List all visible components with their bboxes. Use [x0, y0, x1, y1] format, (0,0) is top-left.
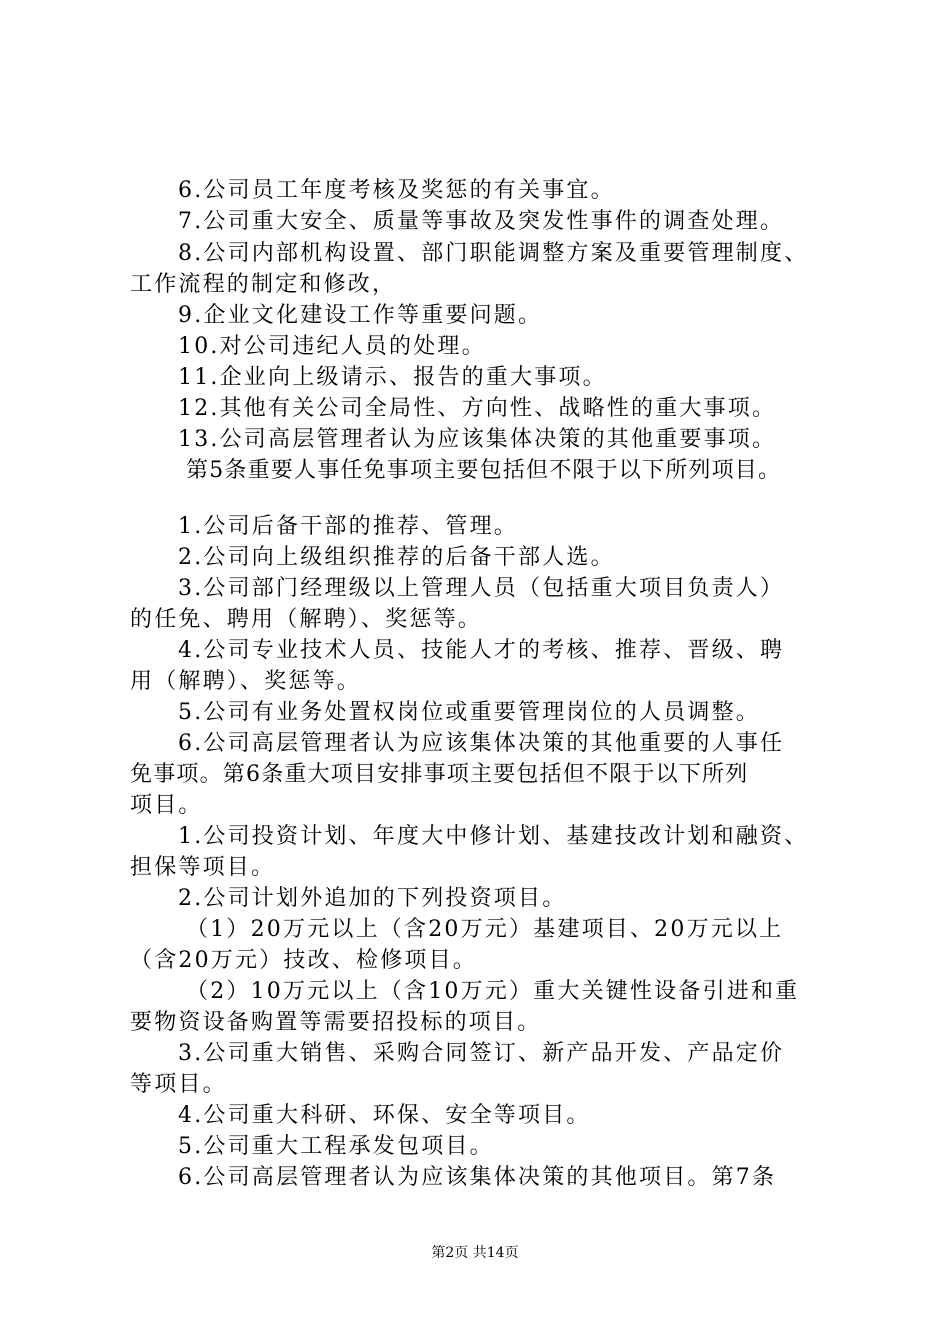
- text-line: 项目。: [130, 793, 203, 818]
- text-line: 工作流程的制定和修改，: [130, 272, 397, 297]
- text-line: （2）10万元以上（含10万元）重大关键性设备引进和重: [186, 979, 800, 1004]
- text-line: 5.公司重大工程承发包项目。: [178, 1134, 494, 1159]
- text-line: 9.企业文化建设工作等重要问题。: [178, 303, 543, 328]
- text-line: 担保等项目。: [130, 855, 276, 880]
- text-line: 1.公司后备干部的推荐、管理。: [178, 514, 518, 539]
- text-line: 3.公司部门经理级以上管理人员（包括重大项目负责人）: [178, 576, 785, 601]
- text-line: 4.公司专业技术人员、技能人才的考核、推荐、晋级、聘: [178, 638, 785, 663]
- text-line: 2.公司向上级组织推荐的后备干部人选。: [178, 545, 615, 570]
- text-line: 13.公司高层管理者认为应该集体决策的其他重要事项。: [178, 427, 777, 452]
- text-line: 4.公司重大科研、环保、安全等项目。: [178, 1103, 591, 1128]
- text-line: 6.公司高层管理者认为应该集体决策的其他重要的人事任: [178, 731, 785, 756]
- text-line: （含20万元）技改、检修项目。: [130, 948, 477, 973]
- text-line: 的任免、聘用（解聘）、奖惩等。: [130, 607, 483, 632]
- text-line: 5.公司有业务处置权岗位或重要管理岗位的人员调整。: [178, 700, 760, 725]
- text-line: 11.企业向上级请示、报告的重大事项。: [178, 365, 607, 390]
- text-line: 10.对公司违纪人员的处理。: [178, 334, 486, 359]
- page-footer: 第2页 共14页: [431, 1245, 519, 1261]
- text-line: 免事项。第6条重大项目安排事项主要包括但不限于以下所列: [130, 762, 749, 787]
- text-line: 要物资设备购置等需要招投标的项目。: [130, 1010, 542, 1035]
- text-line: 6.公司高层管理者认为应该集体决策的其他项目。第7条: [178, 1165, 777, 1190]
- text-line: 等项目。: [130, 1072, 227, 1097]
- text-line: 3.公司重大销售、采购合同签订、新产品开发、产品定价: [178, 1041, 785, 1066]
- text-line: 8.公司内部机构设置、部门职能调整方案及重要管理制度、: [178, 241, 809, 266]
- text-line: 7.公司重大安全、质量等事故及突发性事件的调查处理。: [178, 209, 785, 234]
- text-line: 用（解聘）、奖惩等。: [130, 669, 362, 694]
- text-line: （1）20万元以上（含20万元）基建项目、20万元以上: [186, 917, 784, 942]
- article-heading: 第5条重要人事任免事项主要包括但不限于以下所列项目。: [186, 458, 782, 483]
- text-line: 2.公司计划外追加的下列投资项目。: [178, 886, 567, 911]
- text-line: 6.公司员工年度考核及奖惩的有关事宜。: [178, 178, 615, 203]
- text-line: 12.其他有关公司全局性、方向性、战略性的重大事项。: [178, 396, 777, 421]
- text-line: 1.公司投资计划、年度大中修计划、基建技改计划和融资、: [178, 824, 809, 849]
